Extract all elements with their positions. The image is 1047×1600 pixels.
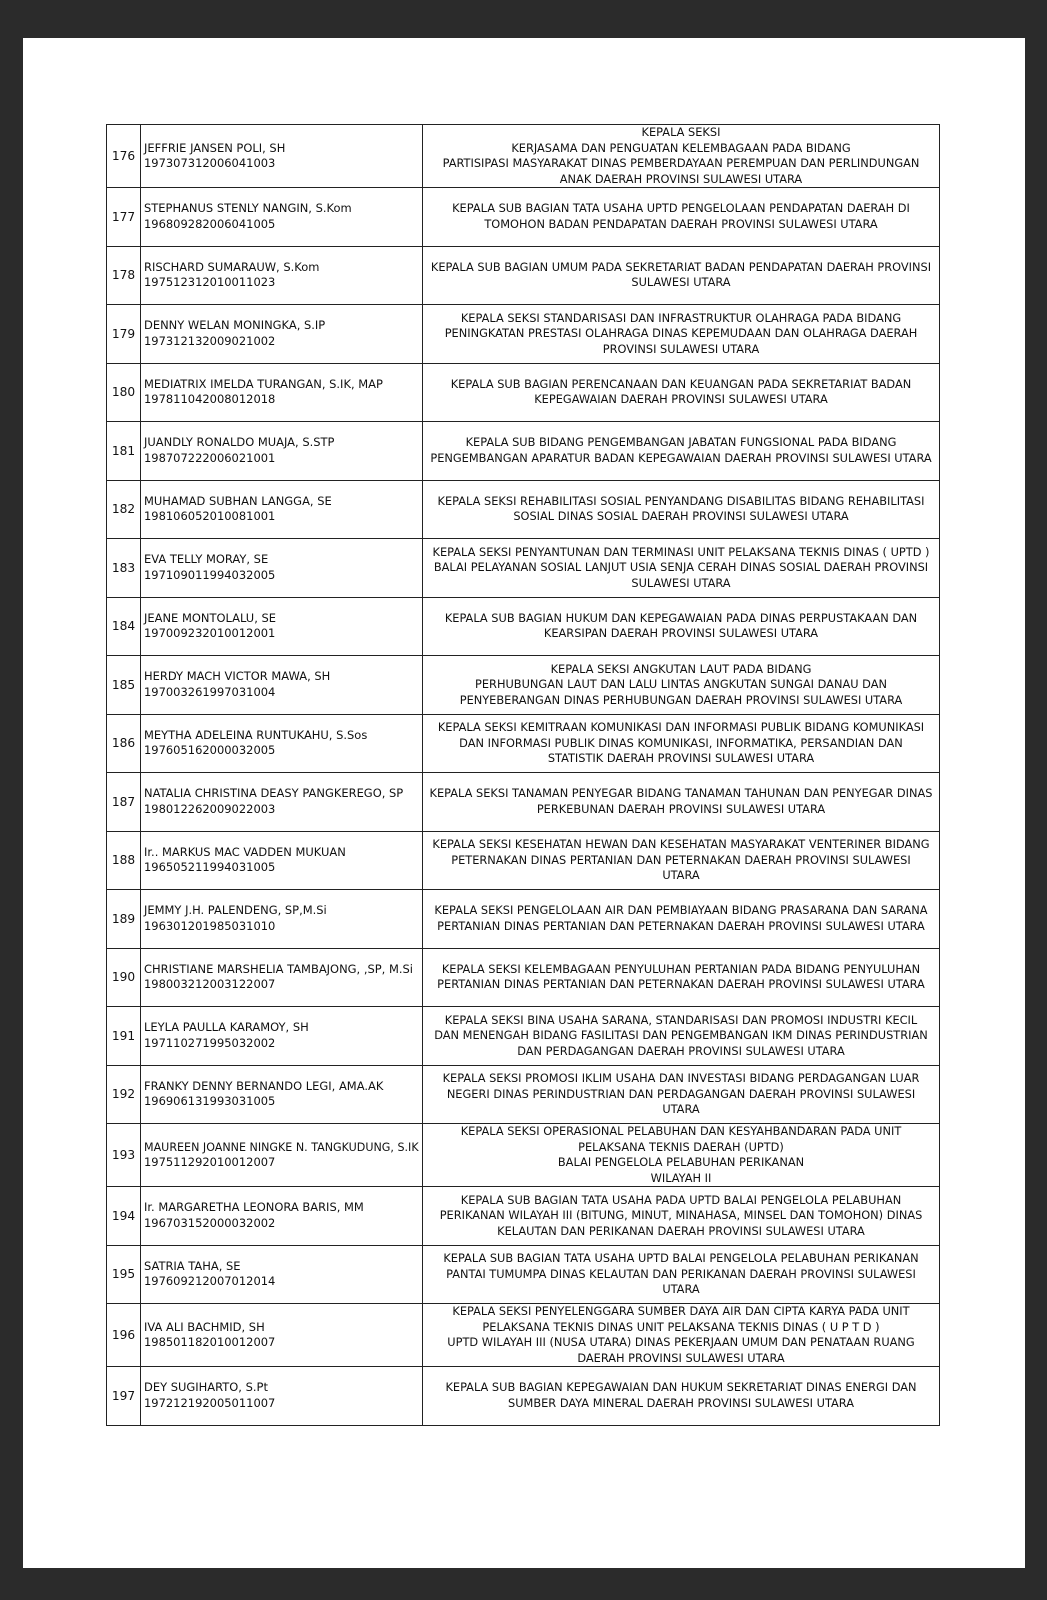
position-cell <box>423 188 940 247</box>
employee-cell <box>141 125 423 188</box>
position-line: KEPALA SEKSI PENYANTUNAN DAN TERMINASI UNIT PELAKSANA TEKNIS DINAS ( UPTD ) <box>432 544 930 559</box>
position-cell <box>423 422 940 481</box>
table-row <box>107 363 940 422</box>
row-number: 190 <box>107 948 141 1007</box>
table-row <box>107 714 940 773</box>
employee-nip: 197307312006041003 <box>144 156 276 170</box>
position-line: PROVINSI SULAWESI UTARA <box>602 341 760 356</box>
row-number: 186 <box>107 714 141 773</box>
position-cell <box>423 948 940 1007</box>
table-row <box>107 1187 940 1246</box>
position-line: TOMOHON BADAN PENDAPATAN DAERAH PROVINSI SULAWESI UTARA <box>484 216 878 231</box>
employee-cell <box>141 948 423 1007</box>
document-page <box>23 38 1025 1568</box>
employee-nip: 198707222006021001 <box>144 450 276 465</box>
position-line: KEPALA SUB BIDANG PENGEMBANGAN JABATAN FUNGSIONAL PADA BIDANG <box>465 435 897 450</box>
employee-nip: 196505211994031005 <box>144 860 276 875</box>
employee-nip: 197212192005011007 <box>144 1395 276 1410</box>
position-cell <box>423 1304 940 1367</box>
position-line: PENGEMBANGAN APARATUR BADAN KEPEGAWAIAN DAERAH PROVINSI SULAWESI UTARA <box>430 450 932 465</box>
employee-nip: 197109011994032005 <box>144 567 276 582</box>
table-row <box>107 831 940 890</box>
position-line: PERIKANAN WILAYAH III (BITUNG, MINUT, MINAHASA, MINSEL DAN TOMOHON) DINAS <box>439 1208 923 1222</box>
employee-cell <box>141 363 423 422</box>
table-row <box>107 890 940 949</box>
row-number: 192 <box>107 1065 141 1124</box>
position-cell <box>423 1187 940 1246</box>
position-line: WILAYAH II <box>650 1170 712 1185</box>
position-line: KEPALA SEKSI PENYELENGGARA SUMBER DAYA AIR DAN CIPTA KARYA PADA UNIT <box>452 1304 910 1318</box>
position-line: STATISTIK DAERAH PROVINSI SULAWESI UTARA <box>547 751 815 765</box>
employee-name: EVA TELLY MORAY, SE <box>144 552 269 567</box>
position-line: KEPALA SUB BAGIAN TATA USAHA PADA UPTD BALAI PENGELOLA PELABUHAN <box>460 1192 902 1207</box>
employee-nip: 197511292010012007 <box>144 1155 276 1169</box>
position-line: KEPALA SEKSI KEMITRAAN KOMUNIKASI DAN INFORMASI PUBLIK BIDANG KOMUNIKASI <box>437 720 925 734</box>
position-cell <box>423 1367 940 1426</box>
position-line: UTARA <box>662 1282 700 1296</box>
position-cell <box>423 1007 940 1066</box>
employee-nip: 197009232010012001 <box>144 626 276 641</box>
position-line: PENYEBERANGAN DINAS PERHUBUNGAN DAERAH PROVINSI SULAWESI UTARA <box>459 692 903 707</box>
row-number: 180 <box>107 363 141 422</box>
position-cell <box>423 831 940 890</box>
employee-nip: 197811042008012018 <box>144 392 276 407</box>
position-line: PANTAI TUMUMPA DINAS KELAUTAN DAN PERIKANAN DAERAH PROVINSI SULAWESI <box>446 1266 916 1281</box>
position-cell <box>423 656 940 715</box>
row-number: 187 <box>107 773 141 832</box>
position-line: PERTANIAN DINAS PERTANIAN DAN PETERNAKAN DAERAH PROVINSI SULAWESI UTARA <box>437 977 925 992</box>
row-number: 184 <box>107 597 141 656</box>
position-line: KEPALA SUB BAGIAN HUKUM DAN KEPEGAWAIAN PADA DINAS PERPUSTAKAAN DAN <box>444 610 918 625</box>
position-line: PARTISIPASI MASYARAKAT DINAS PEMBERDAYAAN PEREMPUAN DAN PERLINDUNGAN <box>442 156 920 170</box>
employee-cell <box>141 422 423 481</box>
employee-nip: 197003261997031004 <box>144 684 276 699</box>
employee-cell <box>141 1304 423 1367</box>
position-cell <box>423 246 940 305</box>
position-cell <box>423 597 940 656</box>
position-cell <box>423 480 940 539</box>
employee-nip: 198501182010012007 <box>144 1335 276 1349</box>
position-line: KEPALA SUB BAGIAN TATA USAHA UPTD PENGELOLAAN PENDAPATAN DAERAH DI <box>452 201 910 216</box>
position-line: KEARSIPAN DAERAH PROVINSI SULAWESI UTARA <box>543 626 819 641</box>
row-number: 194 <box>107 1187 141 1246</box>
position-line: KEPALA SEKSI OPERASIONAL PELABUHAN DAN KESYAHBANDARAN PADA UNIT <box>460 1124 902 1138</box>
position-line: PETERNAKAN DINAS PERTANIAN DAN PETERNAKAN DAERAH PROVINSI SULAWESI <box>451 852 911 867</box>
employee-name: MAUREEN JOANNE NINGKE N. TANGKUDUNG, S.IK <box>144 1140 419 1154</box>
employee-name: MUHAMAD SUBHAN LANGGA, SE <box>144 493 332 508</box>
row-number: 197 <box>107 1367 141 1426</box>
position-line: DAN INFORMASI PUBLIK DINAS KOMUNIKASI, INFORMATIKA, PERSANDIAN DAN <box>459 735 903 750</box>
position-line: KEPALA SUB BAGIAN KEPEGAWAIAN DAN HUKUM SEKRETARIAT DINAS ENERGI DAN <box>445 1380 917 1395</box>
table-row <box>107 188 940 247</box>
position-cell <box>423 773 940 832</box>
position-line: KEPEGAWAIAN DAERAH PROVINSI SULAWESI UTARA <box>534 392 828 407</box>
employee-cell <box>141 1187 423 1246</box>
table-row <box>107 305 940 364</box>
employee-name: MEDIATRIX IMELDA TURANGAN, S.IK, MAP <box>144 376 383 391</box>
employee-nip: 197609212007012014 <box>144 1274 276 1289</box>
employee-name: MEYTHA ADELEINA RUNTUKAHU, S.Sos <box>144 727 368 742</box>
position-line: BALAI PELAYANAN SOSIAL LANJUT USIA SENJA CERAH DINAS SOSIAL DAERAH PROVINSI <box>433 560 929 574</box>
position-line: SUMBER DAYA MINERAL DAERAH PROVINSI SULAWESI UTARA <box>508 1395 854 1410</box>
position-line: KEPALA SEKSI BINA USAHA SARANA, STANDARISASI DAN PROMOSI INDUSTRI KECIL <box>444 1012 918 1027</box>
table-row <box>107 1124 940 1187</box>
employee-name: FRANKY DENNY BERNANDO LEGI, AMA.AK <box>144 1078 384 1093</box>
employee-name: Ir. MARGARETHA LEONORA BARIS, MM <box>144 1200 364 1215</box>
row-number: 185 <box>107 656 141 715</box>
table-row <box>107 1304 940 1367</box>
position-line: KELAUTAN DAN PERIKANAN DAERAH PROVINSI SULAWESI UTARA <box>497 1223 865 1238</box>
position-line: ANAK DAERAH PROVINSI SULAWESI UTARA <box>559 171 803 186</box>
employee-cell <box>141 305 423 364</box>
row-number: 196 <box>107 1304 141 1367</box>
employee-cell <box>141 246 423 305</box>
position-line: PERTANIAN DINAS PERTANIAN DAN PETERNAKAN DAERAH PROVINSI SULAWESI UTARA <box>437 918 925 933</box>
row-number: 182 <box>107 480 141 539</box>
employee-cell <box>141 188 423 247</box>
employee-cell <box>141 1124 423 1187</box>
position-line: PELAKSANA TEKNIS DAERAH (UPTD) <box>578 1139 784 1154</box>
employee-name: NATALIA CHRISTINA DEASY PANGKEREGO, SP <box>144 786 404 801</box>
position-line: UPTD WILAYAH III (NUSA UTARA) DINAS PEKERJAAN UMUM DAN PENATAAN RUANG <box>447 1335 915 1349</box>
table-row <box>107 1367 940 1426</box>
position-line: KEPALA SEKSI KELEMBAGAAN PENYULUHAN PERTANIAN PADA BIDANG PENYULUHAN <box>441 961 921 976</box>
position-line: UTARA <box>662 868 700 882</box>
row-number: 177 <box>107 188 141 247</box>
employee-nip: 196809282006041005 <box>144 216 276 231</box>
employee-nip: 196703152000032002 <box>144 1215 276 1230</box>
row-number: 179 <box>107 305 141 364</box>
table-row <box>107 773 940 832</box>
row-number: 176 <box>107 125 141 188</box>
employee-name: CHRISTIANE MARSHELIA TAMBAJONG, ,SP, M.Si <box>144 961 413 976</box>
employee-cell <box>141 597 423 656</box>
position-cell <box>423 714 940 773</box>
table-row <box>107 948 940 1007</box>
position-line: KEPALA SEKSI STANDARISASI DAN INFRASTRUKTUR OLAHRAGA PADA BIDANG <box>460 310 902 325</box>
position-line: KEPALA SEKSI TANAMAN PENYEGAR BIDANG TANAMAN TAHUNAN DAN PENYEGAR DINAS <box>429 786 933 801</box>
employee-cell <box>141 539 423 598</box>
employee-name: HERDY MACH VICTOR MAWA, SH <box>144 669 331 684</box>
position-cell <box>423 890 940 949</box>
row-number: 193 <box>107 1124 141 1187</box>
position-line: DAERAH PROVINSI SULAWESI UTARA <box>577 1350 785 1365</box>
employee-nip: 198106052010081001 <box>144 509 276 524</box>
employee-cell <box>141 656 423 715</box>
employee-nip: 197110271995032002 <box>144 1035 276 1050</box>
employee-nip: 197512312010011023 <box>144 275 276 290</box>
employee-nip: 197605162000032005 <box>144 743 276 758</box>
row-number: 183 <box>107 539 141 598</box>
employee-name: LEYLA PAULLA KARAMOY, SH <box>144 1020 309 1035</box>
employee-name: DENNY WELAN MONINGKA, S.IP <box>144 318 326 333</box>
employee-nip: 196906131993031005 <box>144 1094 276 1109</box>
position-line: SULAWESI UTARA <box>631 275 731 290</box>
position-line: KEPALA SEKSI PROMOSI IKLIM USAHA DAN INVESTASI BIDANG PERDAGANGAN LUAR <box>442 1071 920 1085</box>
employee-cell <box>141 1007 423 1066</box>
table-row <box>107 656 940 715</box>
position-line: KEPALA SEKSI PENGELOLAAN AIR DAN PEMBIAYAAN BIDANG PRASARANA DAN SARANA <box>434 903 928 918</box>
employee-cell <box>141 480 423 539</box>
employee-cell <box>141 773 423 832</box>
position-cell <box>423 539 940 598</box>
position-cell <box>423 305 940 364</box>
position-cell <box>423 1124 940 1187</box>
position-line: KERJASAMA DAN PENGUATAN KELEMBAGAAN PADA BIDANG <box>511 140 851 155</box>
position-line: KEPALA SUB BAGIAN PERENCANAAN DAN KEUANGAN PADA SEKRETARIAT BADAN <box>450 376 912 391</box>
row-number: 191 <box>107 1007 141 1066</box>
employee-name: JEFFRIE JANSEN POLI, SH <box>144 140 286 155</box>
position-line: KEPALA SEKSI <box>641 125 721 139</box>
position-line: PERHUBUNGAN LAUT DAN LALU LINTAS ANGKUTAN SUNGAI DANAU DAN <box>475 677 887 691</box>
table-row <box>107 246 940 305</box>
employee-name: RISCHARD SUMARAUW, S.Kom <box>144 259 320 274</box>
employee-cell <box>141 831 423 890</box>
employee-name: STEPHANUS STENLY NANGIN, S.Kom <box>144 201 352 216</box>
position-line: PERKEBUNAN DAERAH PROVINSI SULAWESI UTARA <box>536 801 826 816</box>
position-line: KEPALA SUB BAGIAN UMUM PADA SEKRETARIAT BADAN PENDAPATAN DAERAH PROVINSI <box>430 259 932 274</box>
table-row <box>107 125 940 188</box>
employee-cell <box>141 714 423 773</box>
position-cell <box>423 125 940 188</box>
position-line: DAN MENENGAH BIDANG FASILITASI DAN PENGEMBANGAN IKM DINAS PERINDUSTRIAN <box>434 1028 928 1042</box>
employee-name: DEY SUGIHARTO, S.Pt <box>144 1380 268 1395</box>
position-line: PELAKSANA TEKNIS DINAS UNIT PELAKSANA TEKNIS DINAS ( U P T D ) <box>482 1319 880 1334</box>
position-line: KEPALA SEKSI KESEHATAN HEWAN DAN KESEHATAN MASYARAKAT VENTERINER BIDANG <box>432 837 930 851</box>
employee-name: JEMMY J.H. PALENDENG, SP,M.Si <box>144 903 327 918</box>
table-row <box>107 1007 940 1066</box>
position-line: PENINGKATAN PRESTASI OLAHRAGA DINAS KEPEMUDAAN DAN OLAHRAGA DAERAH <box>444 326 918 340</box>
employee-name: JUANDLY RONALDO MUAJA, S.STP <box>144 435 335 450</box>
table-row <box>107 480 940 539</box>
position-cell <box>423 363 940 422</box>
table-row <box>107 422 940 481</box>
employee-cell <box>141 890 423 949</box>
table-row <box>107 1065 940 1124</box>
row-number: 178 <box>107 246 141 305</box>
employee-cell <box>141 1065 423 1124</box>
employee-nip: 196301201985031010 <box>144 918 276 933</box>
position-line: NEGERI DINAS PERINDUSTRIAN DAN PERDAGANGAN DAERAH PROVINSI SULAWESI <box>446 1086 916 1101</box>
employee-nip: 197312132009021002 <box>144 333 276 348</box>
position-line: SULAWESI UTARA <box>631 575 731 590</box>
table-row <box>107 1245 940 1304</box>
employee-name: Ir.. MARKUS MAC VADDEN MUKUAN <box>144 844 346 859</box>
position-cell <box>423 1245 940 1304</box>
position-line: KEPALA SUB BAGIAN TATA USAHA UPTD BALAI PENGELOLA PELABUHAN PERIKANAN <box>443 1251 919 1265</box>
position-line: UTARA <box>662 1102 700 1116</box>
position-line: KEPALA SEKSI REHABILITASI SOSIAL PENYANDANG DISABILITAS BIDANG REHABILITASI <box>437 493 925 508</box>
table-body <box>107 125 940 1426</box>
position-cell <box>423 1065 940 1124</box>
row-number: 189 <box>107 890 141 949</box>
employee-name: SATRIA TAHA, SE <box>144 1258 241 1273</box>
table-row <box>107 597 940 656</box>
employee-nip: 198012262009022003 <box>144 801 276 816</box>
officials-table <box>106 124 940 1426</box>
employee-nip: 198003212003122007 <box>144 977 276 992</box>
position-line: KEPALA SEKSI ANGKUTAN LAUT PADA BIDANG <box>550 661 812 676</box>
row-number: 195 <box>107 1245 141 1304</box>
position-line: SOSIAL DINAS SOSIAL DAERAH PROVINSI SULAWESI UTARA <box>513 509 849 524</box>
table-row <box>107 539 940 598</box>
position-line: BALAI PENGELOLA PELABUHAN PERIKANAN <box>557 1155 805 1169</box>
employee-cell <box>141 1245 423 1304</box>
position-line: DAN PERDAGANGAN DAERAH PROVINSI SULAWESI UTARA <box>517 1043 845 1058</box>
employee-name: IVA ALI BACHMID, SH <box>144 1319 265 1334</box>
row-number: 188 <box>107 831 141 890</box>
row-number: 181 <box>107 422 141 481</box>
employee-cell <box>141 1367 423 1426</box>
employee-name: JEANE MONTOLALU, SE <box>144 610 277 625</box>
